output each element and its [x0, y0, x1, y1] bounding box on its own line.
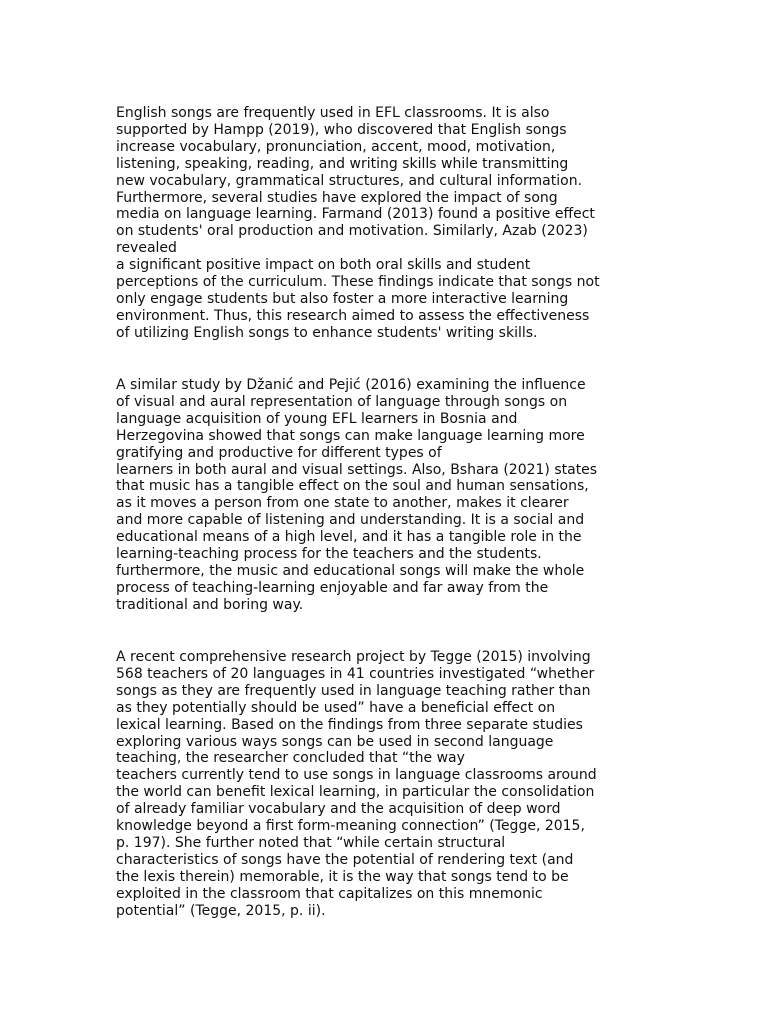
- paragraph-songs-in-efl: English songs are frequently used in EFL classrooms. It is also supported by Hampp (2019), who discovered that English songs increase vocabulary, pronunciation, accent, mood, motivation, listening, speaking, reading, and writing skills while transmitting new vocabulary, grammatical structures, and cultural information. Furthermore, several studies have explored the impact of song media on language learning. Farmand (2013) found a positive effect on students' oral production and motivation. Similarly, Azab (2023) revealed a significant positive impact on both oral skills and student perceptions of the curriculum. These findings indicate that songs not only engage students but also foster a more interactive learning environment. Thus, this research aimed to assess the effectiveness of utilizing English songs to enhance students' writing skills.: [116, 105, 600, 341]
- paragraph-dzanic-pejic-study: A similar study by Džanić and Pejić (2016) examining the influence of visual and aural representation of language through songs on language acquisition of young EFL learners in Bosnia and Herzegovina showed that songs can make language learning more gratifying and productive for different types of learners in both aural and visual settings. Also, Bshara (2021) states that music has a tangible effect on the soul and human sensations, as it moves a person from one state to another, makes it clearer and more capable of listening and understanding. It is a social and educational means of a high level, and it has a tangible role in the learning-teaching process for the teachers and the students. furthermore, the music and educational songs will make the whole process of teaching-learning enjoyable and far away from the traditional and boring way.: [116, 377, 598, 613]
- paragraph-tegge-research: A recent comprehensive research project by Tegge (2015) involving 568 teachers of 20 languages in 41 countries investigated “whether songs as they are frequently used in language teaching rather than as they potentially should be used” have a beneficial effect on lexical learning. Based on the findings from three separate studies exploring various ways songs can be used in second language teaching, the researcher concluded that “the way teachers currently tend to use songs in language classrooms around the world can benefit lexical learning, in particular the consolidation of already familiar vocabulary and the acquisition of deep word knowledge beyond a first form-meaning connection” (Tegge, 2015, p. 197). She further noted that “while certain structural characteristics of songs have the potential of rendering text (and the lexis therein) memorable, it is the way that songs tend to be exploited in the classroom that capitalizes on this mnemonic potential” (Tegge, 2015, p. ii).: [116, 649, 597, 919]
